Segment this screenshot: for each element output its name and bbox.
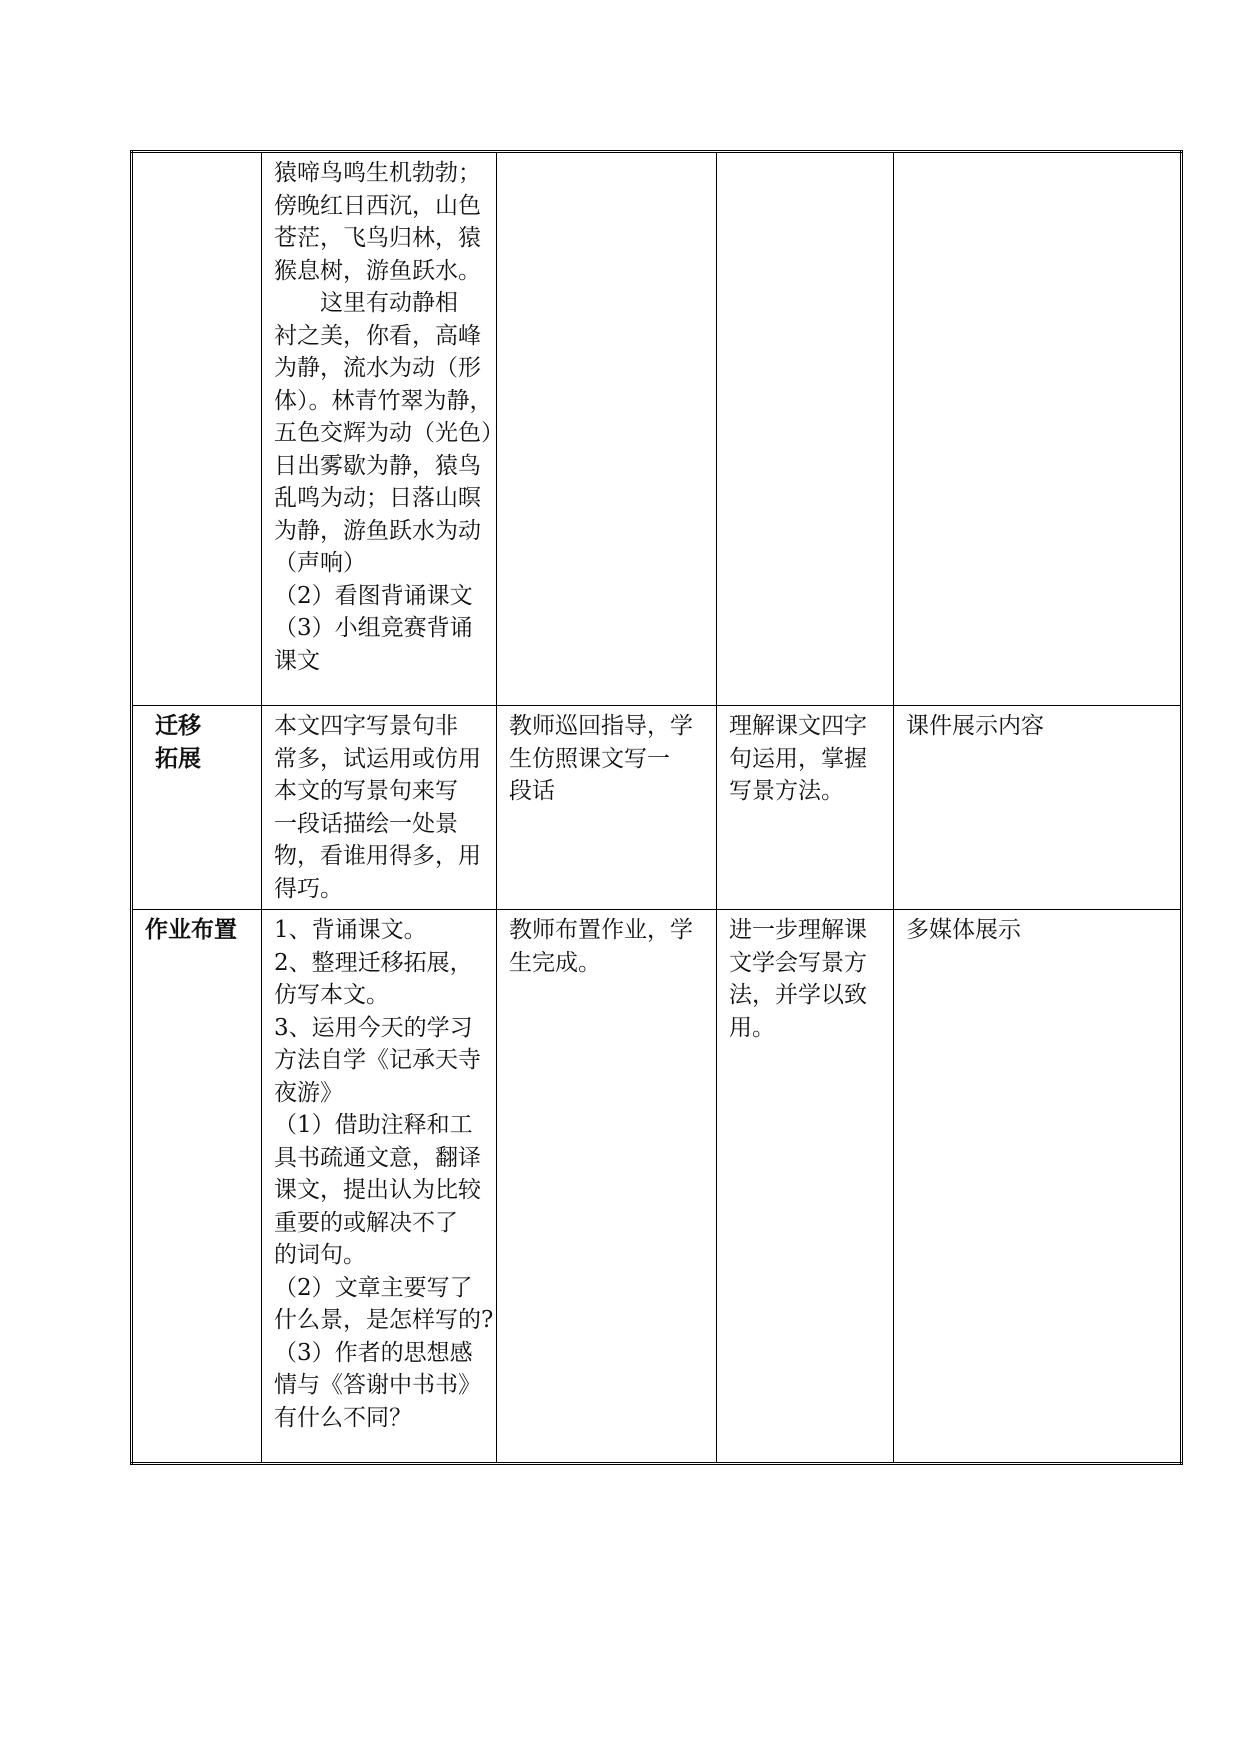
text-line: 这里有动静相	[320, 290, 458, 316]
text-line: （2）文章主要写了	[274, 1274, 473, 1301]
design-intent-cell	[717, 152, 894, 706]
table-row	[132, 706, 1182, 910]
content-cell	[262, 910, 497, 1464]
teacher-activity-cell	[497, 152, 717, 706]
text-line: 为静，游鱼跃水为动	[274, 517, 481, 544]
text-line: 法，并学以致	[729, 982, 867, 1008]
text-line: （声响）	[274, 550, 366, 576]
media-cell	[894, 706, 1182, 910]
stage-label: 拓展	[155, 745, 201, 772]
text-line: 具书疏通文意，翻译	[274, 1144, 481, 1171]
text-line: 生仿照课文写一	[509, 745, 670, 772]
lesson-plan-table	[130, 150, 1183, 1465]
text-line: 课文	[274, 647, 320, 674]
stage-label: 作业布置	[145, 917, 237, 943]
teacher-activity-cell	[497, 910, 717, 1464]
design-intent-cell	[717, 910, 894, 1464]
text-line: （1）借助注释和工	[274, 1112, 473, 1138]
text-line: 的词句。	[274, 1242, 366, 1268]
text-line: 重要的或解决不了	[274, 1209, 458, 1236]
text-line: 苍茫，飞鸟归林，猿	[274, 225, 481, 251]
text-line: 本文四字写景句非	[274, 713, 458, 739]
text-line: 乱鸣为动；日落山暝	[274, 485, 481, 511]
text-line: 方法自学《记承天寺	[274, 1047, 481, 1073]
text-line: 用。	[729, 1014, 775, 1041]
stage-label-cell	[132, 152, 262, 706]
text-line: 为静，流水为动（形	[274, 355, 481, 381]
text-line: 有什么不同？	[274, 1404, 412, 1431]
text-line: 课件展示内容	[906, 713, 1044, 739]
text-line: 日出雾歇为静，猿鸟	[274, 452, 481, 479]
table-row	[132, 152, 1182, 706]
design-intent-cell	[717, 706, 894, 910]
text-line: 写景方法。	[729, 778, 844, 804]
text-line: 衬之美，你看，高峰	[274, 322, 481, 349]
stage-label: 迁移	[155, 713, 201, 739]
text-line: 3、运用今天的学习	[274, 1014, 473, 1041]
table-row	[132, 910, 1182, 1464]
text-line: 段话	[509, 778, 555, 804]
text-line: 本文的写景句来写	[274, 778, 458, 804]
text-line: 夜游》	[274, 1079, 343, 1106]
media-cell	[894, 152, 1182, 706]
text-line: 多媒体展示	[906, 917, 1021, 943]
text-line: 体）。林青竹翠为静，	[274, 387, 493, 414]
text-line: 文学会写景方	[729, 949, 867, 976]
teacher-activity-cell	[497, 706, 717, 910]
text-line: 猿啼鸟鸣生机勃勃；	[274, 160, 481, 186]
text-line: 五色交辉为动（光色）	[274, 420, 504, 446]
text-line: 得巧。	[274, 875, 343, 902]
text-line: 一段话描绘一处景	[274, 810, 458, 837]
text-line: 课文，提出认为比较	[274, 1177, 481, 1203]
text-line: 傍晚红日西沉，山色	[274, 192, 481, 219]
stage-label-cell	[132, 910, 262, 1464]
text-line: 情与《答谢中书书》	[274, 1372, 481, 1398]
text-line: 句运用，掌握	[729, 745, 867, 772]
text-line: 进一步理解课	[729, 917, 867, 943]
text-line: 仿写本文。	[274, 982, 389, 1008]
text-line: （2）看图背诵课文	[274, 582, 473, 609]
stage-label-cell	[132, 706, 262, 910]
text-line: 教师布置作业，学	[509, 917, 693, 943]
text-line: 1、背诵课文。	[274, 917, 427, 943]
text-line: 教师巡回指导，学	[509, 713, 693, 739]
text-line: 2、整理迁移拓展，	[274, 949, 473, 976]
content-cell	[262, 706, 497, 910]
text-line: （3）作者的思想感	[274, 1339, 473, 1366]
text-line: 常多，试运用或仿用	[274, 745, 481, 772]
content-cell	[262, 152, 504, 706]
text-line: 物，看谁用得多，用	[274, 843, 481, 869]
text-line: 理解课文四字	[729, 713, 867, 739]
text-line: 生完成。	[509, 949, 601, 976]
text-line: 什么景，是怎样写的?	[274, 1307, 494, 1333]
text-line: 猴息树，游鱼跃水。	[274, 257, 481, 284]
text-line: （3）小组竞赛背诵	[274, 615, 473, 641]
media-cell	[894, 910, 1182, 1464]
